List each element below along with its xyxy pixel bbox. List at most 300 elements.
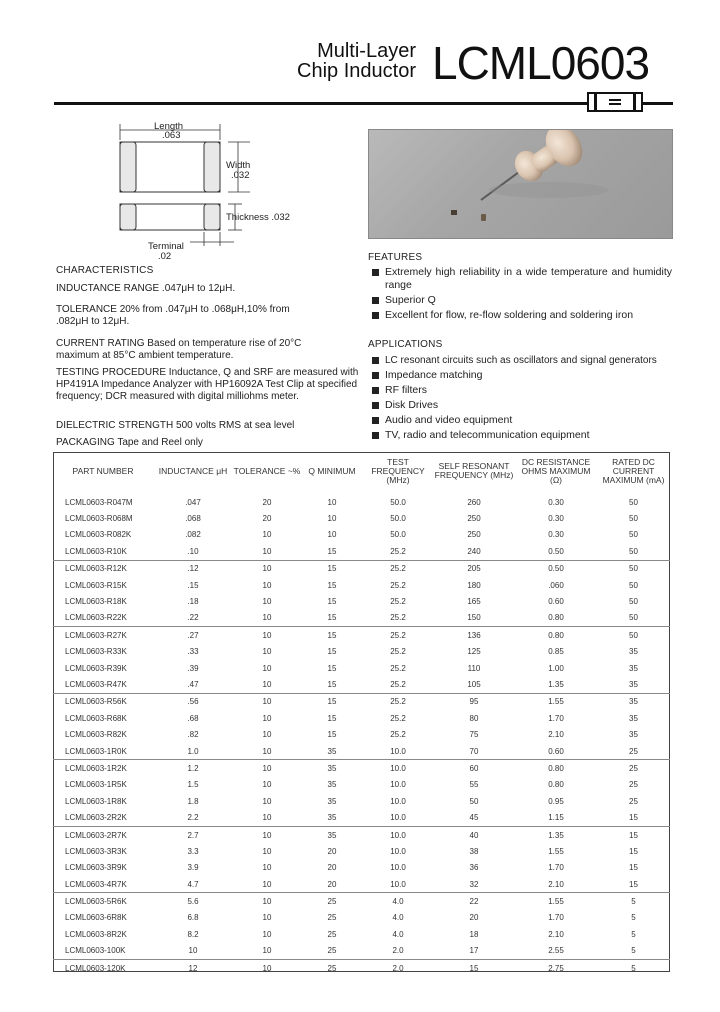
cell-test-frequency: 25.2 <box>390 613 406 623</box>
cell-tolerance: 10 <box>262 780 272 790</box>
cell-rated-current: 35 <box>629 713 638 723</box>
table-row <box>53 593 670 609</box>
cell-test-frequency: 10.0 <box>390 863 406 873</box>
cell-rated-current: 15 <box>629 879 638 889</box>
cell-tolerance: 10 <box>233 959 301 976</box>
cell-part-number: LCML0603-R12K <box>53 560 153 577</box>
cell-dc-resistance: 0.50 <box>515 560 597 577</box>
cell-test-frequency: 25.2 <box>390 546 406 556</box>
cell-dc-resistance: 1.70 <box>548 863 564 873</box>
cell-test-frequency: 25.2 <box>363 560 433 577</box>
cell-dc-resistance: 1.70 <box>548 713 564 723</box>
cell-part-number: LCML0603-R18K <box>65 597 127 607</box>
subtitle-line2: Chip Inductor <box>297 60 416 82</box>
cell-test-frequency: 10.0 <box>390 879 406 889</box>
cell-q-minimum: 15 <box>327 546 337 556</box>
cell-q-minimum: 35 <box>327 780 337 790</box>
cell-q-minimum: 35 <box>327 796 337 806</box>
cell-dc-resistance: 2.10 <box>548 730 564 740</box>
cell-test-frequency: 25.2 <box>390 730 406 740</box>
application-text: TV, radio and telecommunication equipment <box>385 429 590 441</box>
table-row <box>53 710 670 726</box>
length-value: .063 <box>162 130 181 141</box>
cell-tolerance: 10 <box>262 663 272 673</box>
cell-inductance: .10 <box>187 546 199 556</box>
cell-dc-resistance: 1.55 <box>515 893 597 910</box>
cell-self-resonant-frequency: 75 <box>469 730 479 740</box>
application-item <box>372 429 682 444</box>
cell-test-frequency: 50.0 <box>390 514 406 524</box>
cell-test-frequency: 25.2 <box>363 693 433 710</box>
cell-inductance: .12 <box>153 560 233 577</box>
cell-part-number: LCML0603-R39K <box>65 663 127 673</box>
cell-part-number: LCML0603-R082K <box>65 530 132 540</box>
cell-dc-resistance: 1.35 <box>515 826 597 843</box>
cell-part-number: LCML0603-1R2K <box>53 760 153 777</box>
col-header-self-resonant-frequency: SELF RESONANT FREQUENCY (MHz) <box>434 461 514 480</box>
col-header-inductance: INDUCTANCE μH <box>158 465 228 476</box>
cell-rated-current: 25 <box>629 746 638 756</box>
cell-inductance: .15 <box>187 580 199 590</box>
table-row <box>53 543 670 560</box>
cell-dc-resistance: 0.50 <box>548 546 564 556</box>
cell-self-resonant-frequency: 38 <box>469 846 479 856</box>
cell-dc-resistance: 1.35 <box>548 679 564 689</box>
cell-test-frequency: 25.2 <box>390 713 406 723</box>
cell-tolerance: 10 <box>233 627 301 644</box>
cell-tolerance: 10 <box>233 893 301 910</box>
cell-self-resonant-frequency: 136 <box>433 627 515 644</box>
table-row <box>53 959 670 976</box>
cell-q-minimum: 25 <box>327 946 337 956</box>
features-list <box>372 266 672 322</box>
cell-test-frequency: 4.0 <box>392 913 404 923</box>
cell-q-minimum: 15 <box>327 613 337 623</box>
cell-inductance: .22 <box>187 613 199 623</box>
cell-dc-resistance: .060 <box>548 580 564 590</box>
cell-test-frequency: 10.0 <box>390 746 406 756</box>
cell-test-frequency: 50.0 <box>390 497 406 507</box>
cell-part-number: LCML0603-100K <box>65 946 126 956</box>
cell-part-number: LCML0603-R047M <box>65 497 133 507</box>
cell-self-resonant-frequency: 260 <box>467 497 481 507</box>
cell-self-resonant-frequency: 22 <box>433 893 515 910</box>
table-row <box>53 527 670 543</box>
cell-tolerance: 20 <box>262 497 272 507</box>
cell-self-resonant-frequency: 60 <box>433 760 515 777</box>
cell-test-frequency: 10.0 <box>390 780 406 790</box>
cell-rated-current: 25 <box>597 760 670 777</box>
cell-dc-resistance: 2.75 <box>515 959 597 976</box>
table-row <box>53 577 670 593</box>
cell-part-number: LCML0603-2R2K <box>65 813 127 823</box>
cell-inductance: 2.7 <box>153 826 233 843</box>
cell-rated-current: 50 <box>597 560 670 577</box>
table-row <box>53 726 670 742</box>
length-label: Length <box>154 121 184 132</box>
application-item <box>372 384 682 399</box>
cell-test-frequency: 10.0 <box>390 846 406 856</box>
cell-inductance: .27 <box>153 627 233 644</box>
inductor-logo-icon <box>587 92 643 112</box>
cell-self-resonant-frequency: 32 <box>469 879 479 889</box>
cell-rated-current: 25 <box>629 780 638 790</box>
cell-part-number: LCML0603-R15K <box>65 580 127 590</box>
cell-rated-current: 15 <box>597 826 670 843</box>
cell-dc-resistance: 1.55 <box>548 846 564 856</box>
cell-test-frequency: 25.2 <box>390 580 406 590</box>
cell-dc-resistance: 0.60 <box>548 597 564 607</box>
cell-dc-resistance: 2.10 <box>548 929 564 939</box>
feature-item <box>372 309 672 322</box>
cell-self-resonant-frequency: 45 <box>469 813 479 823</box>
cell-self-resonant-frequency: 50 <box>469 796 479 806</box>
cell-q-minimum: 15 <box>301 627 363 644</box>
cell-self-resonant-frequency: 40 <box>433 826 515 843</box>
cell-self-resonant-frequency: 80 <box>469 713 479 723</box>
cell-q-minimum: 20 <box>327 846 337 856</box>
cell-test-frequency: 10.0 <box>363 760 433 777</box>
cell-tolerance: 10 <box>262 546 272 556</box>
cell-inductance: .39 <box>187 663 199 673</box>
cell-tolerance: 10 <box>262 597 272 607</box>
cell-test-frequency: 10.0 <box>363 826 433 843</box>
cell-tolerance: 10 <box>262 796 272 806</box>
inductance-range-text: INDUCTANCE RANGE .047μH to 12μH. <box>56 283 236 294</box>
cell-test-frequency: 25.2 <box>363 627 433 644</box>
cell-inductance: 10 <box>188 946 198 956</box>
cell-tolerance: 10 <box>262 713 272 723</box>
thickness-label: Thickness .032 <box>226 212 290 223</box>
width-value: .032 <box>231 170 250 181</box>
cell-test-frequency: 10.0 <box>390 813 406 823</box>
cell-part-number: LCML0603-R068M <box>65 514 133 524</box>
cell-rated-current: 5 <box>631 913 636 923</box>
cell-test-frequency: 4.0 <box>363 893 433 910</box>
page-title: LCML0603 <box>432 37 650 89</box>
cell-q-minimum: 10 <box>327 530 337 540</box>
cell-dc-resistance: 1.70 <box>548 913 564 923</box>
cell-rated-current: 50 <box>597 627 670 644</box>
cell-q-minimum: 10 <box>327 497 337 507</box>
cell-test-frequency: 50.0 <box>390 530 406 540</box>
cell-self-resonant-frequency: 20 <box>469 913 479 923</box>
cell-q-minimum: 15 <box>301 693 363 710</box>
table-row <box>53 644 670 660</box>
cell-rated-current: 5 <box>597 893 670 910</box>
cell-q-minimum: 15 <box>327 580 337 590</box>
cell-rated-current: 50 <box>629 546 638 556</box>
cell-inductance: 1.5 <box>187 780 199 790</box>
cell-inductance: 1.0 <box>187 746 199 756</box>
application-item <box>372 414 682 429</box>
table-row <box>53 660 670 676</box>
cell-part-number: LCML0603-3R3K <box>65 846 127 856</box>
cell-inductance: 6.8 <box>187 913 199 923</box>
cell-self-resonant-frequency: 125 <box>467 647 481 657</box>
cell-rated-current: 35 <box>629 647 638 657</box>
dielectric-strength-text: DIELECTRIC STRENGTH 500 volts RMS at sea level <box>56 420 295 431</box>
tolerance-text: TOLERANCE 20% from .047μH to .068μH,10% from .082μH to 12μH. <box>56 304 290 327</box>
cell-inductance: 4.7 <box>187 879 199 889</box>
terminal-value: .02 <box>158 251 172 262</box>
cell-dc-resistance: 0.60 <box>548 746 564 756</box>
spec-table-body <box>53 490 670 976</box>
table-row <box>53 760 670 777</box>
table-row <box>53 560 670 577</box>
table-row <box>53 943 670 960</box>
cell-rated-current: 5 <box>631 946 636 956</box>
cell-test-frequency: 25.2 <box>390 647 406 657</box>
application-item <box>372 399 682 414</box>
cell-part-number: LCML0603-R68K <box>65 713 127 723</box>
cell-part-number: LCML0603-8R2K <box>65 929 127 939</box>
cell-self-resonant-frequency: 205 <box>433 560 515 577</box>
table-row <box>53 494 670 510</box>
col-header-tolerance: TOLERANCE ~% <box>233 465 301 476</box>
cell-rated-current: 25 <box>629 796 638 806</box>
cell-dc-resistance: 2.10 <box>548 879 564 889</box>
product-photo <box>368 129 673 239</box>
table-row <box>53 610 670 627</box>
cell-test-frequency: 25.2 <box>390 597 406 607</box>
cell-self-resonant-frequency: 36 <box>469 863 479 873</box>
testing-procedure-text: TESTING PROCEDURE Inductance, Q and SRF are measured with HP4191A Impedance Analyzer with HP16092A Test Clip at specified frequency; DCR measured with digital milliohms meter. <box>56 367 359 402</box>
cell-rated-current: 50 <box>629 580 638 590</box>
cell-q-minimum: 10 <box>327 514 337 524</box>
cell-tolerance: 10 <box>262 846 272 856</box>
cell-q-minimum: 15 <box>327 647 337 657</box>
cell-tolerance: 10 <box>233 560 301 577</box>
table-row <box>53 910 670 926</box>
cell-self-resonant-frequency: 70 <box>469 746 479 756</box>
cell-tolerance: 10 <box>262 679 272 689</box>
cell-inductance: 3.9 <box>187 863 199 873</box>
spec-table <box>53 452 670 976</box>
table-row <box>53 777 670 793</box>
cell-part-number: LCML0603-5R6K <box>53 893 153 910</box>
cell-inductance: .68 <box>187 713 199 723</box>
cell-part-number: LCML0603-1R8K <box>65 796 127 806</box>
cell-inductance: .47 <box>187 679 199 689</box>
cell-tolerance: 10 <box>233 826 301 843</box>
cell-self-resonant-frequency: 17 <box>469 946 479 956</box>
table-row <box>53 860 670 876</box>
cell-dc-resistance: 0.80 <box>515 760 597 777</box>
table-row <box>53 826 670 843</box>
table-row <box>53 743 670 760</box>
table-row <box>53 843 670 859</box>
cell-rated-current: 50 <box>629 530 638 540</box>
table-row <box>53 926 670 942</box>
cell-q-minimum: 35 <box>327 813 337 823</box>
cell-self-resonant-frequency: 15 <box>433 959 515 976</box>
cell-dc-resistance: 0.95 <box>548 796 564 806</box>
cell-test-frequency: 2.0 <box>392 946 404 956</box>
applications-list <box>372 354 682 444</box>
table-row <box>53 676 670 693</box>
cell-test-frequency: 10.0 <box>390 796 406 806</box>
cell-tolerance: 10 <box>262 813 272 823</box>
cell-q-minimum: 25 <box>301 893 363 910</box>
cell-self-resonant-frequency: 180 <box>467 580 481 590</box>
cell-part-number: LCML0603-R10K <box>65 546 127 556</box>
cell-part-number: LCML0603-4R7K <box>65 879 127 889</box>
cell-q-minimum: 35 <box>301 826 363 843</box>
cell-q-minimum: 15 <box>301 560 363 577</box>
cell-test-frequency: 4.0 <box>392 929 404 939</box>
cell-rated-current: 35 <box>629 679 638 689</box>
cell-part-number: LCML0603-R27K <box>53 627 153 644</box>
cell-dc-resistance: 0.80 <box>548 613 564 623</box>
feature-item <box>372 266 672 292</box>
header-rule-end <box>643 102 673 105</box>
cell-tolerance: 10 <box>262 929 272 939</box>
table-row <box>53 693 670 710</box>
col-header-test-frequency: TEST FREQUENCY (MHz) <box>371 456 425 485</box>
application-text: Impedance matching <box>385 369 483 381</box>
cell-self-resonant-frequency: 105 <box>467 679 481 689</box>
cell-part-number: LCML0603-1R0K <box>65 746 127 756</box>
applications-heading: APPLICATIONS <box>368 339 443 350</box>
cell-q-minimum: 25 <box>301 959 363 976</box>
cell-dc-resistance: 0.80 <box>515 627 597 644</box>
cell-inductance: 8.2 <box>187 929 199 939</box>
cell-inductance: 12 <box>153 959 233 976</box>
cell-q-minimum: 15 <box>327 597 337 607</box>
cell-self-resonant-frequency: 250 <box>467 530 481 540</box>
cell-self-resonant-frequency: 95 <box>433 693 515 710</box>
cell-q-minimum: 15 <box>327 713 337 723</box>
table-header-row <box>53 452 670 490</box>
cell-rated-current: 5 <box>597 959 670 976</box>
cell-dc-resistance: 1.15 <box>548 813 564 823</box>
table-row <box>53 793 670 809</box>
cell-self-resonant-frequency: 240 <box>467 546 481 556</box>
cell-part-number: LCML0603-2R7K <box>53 826 153 843</box>
cell-inductance: 3.3 <box>187 846 199 856</box>
cell-tolerance: 10 <box>262 746 272 756</box>
cell-tolerance: 10 <box>262 730 272 740</box>
cell-inductance: .082 <box>185 530 201 540</box>
cell-q-minimum: 35 <box>301 760 363 777</box>
subtitle-line1: Multi-Layer <box>317 40 416 62</box>
current-rating-text: CURRENT RATING Based on temperature rise of 20°C maximum at 85°C ambient temperature. <box>56 338 302 361</box>
cell-dc-resistance: 0.30 <box>548 514 564 524</box>
table-row <box>53 893 670 910</box>
cell-rated-current: 50 <box>629 514 638 524</box>
cell-self-resonant-frequency: 55 <box>469 780 479 790</box>
cell-rated-current: 50 <box>629 613 638 623</box>
cell-q-minimum: 25 <box>327 929 337 939</box>
cell-tolerance: 10 <box>262 879 272 889</box>
characteristics-heading: CHARACTERISTICS <box>56 265 154 276</box>
cell-rated-current: 5 <box>631 929 636 939</box>
cell-part-number: LCML0603-R22K <box>65 613 127 623</box>
header-rule <box>54 102 587 105</box>
col-header-part-number: PART NUMBER <box>72 465 134 476</box>
feature-text: Extremely high reliability in a wide temperature and humidity range <box>385 266 672 291</box>
cell-self-resonant-frequency: 250 <box>467 514 481 524</box>
terminal-label: Terminal <box>148 241 184 252</box>
cell-part-number: LCML0603-6R8K <box>65 913 127 923</box>
col-header-q-minimum: Q MINIMUM <box>308 465 356 476</box>
cell-part-number: LCML0603-3R9K <box>65 863 127 873</box>
cell-self-resonant-frequency: 150 <box>467 613 481 623</box>
cell-q-minimum: 15 <box>327 663 337 673</box>
application-text: Disk Drives <box>385 399 439 411</box>
cell-rated-current: 35 <box>597 693 670 710</box>
cell-inductance: .33 <box>187 647 199 657</box>
cell-tolerance: 20 <box>262 514 272 524</box>
cell-dc-resistance: 0.80 <box>548 780 564 790</box>
cell-tolerance: 10 <box>262 580 272 590</box>
cell-self-resonant-frequency: 110 <box>467 663 481 673</box>
cell-test-frequency: 25.2 <box>390 663 406 673</box>
cell-part-number: LCML0603-R56K <box>53 693 153 710</box>
cell-dc-resistance: 1.55 <box>515 693 597 710</box>
feature-text: Superior Q <box>385 294 436 306</box>
cell-inductance: .56 <box>153 693 233 710</box>
cell-q-minimum: 15 <box>327 730 337 740</box>
cell-inductance: .18 <box>187 597 199 607</box>
cell-test-frequency: 2.0 <box>363 959 433 976</box>
cell-tolerance: 10 <box>262 863 272 873</box>
table-row <box>53 627 670 644</box>
cell-inductance: .82 <box>187 730 199 740</box>
cell-dc-resistance: 2.55 <box>548 946 564 956</box>
cell-q-minimum: 35 <box>327 746 337 756</box>
cell-rated-current: 15 <box>629 813 638 823</box>
cell-inductance: .047 <box>185 497 201 507</box>
cell-tolerance: 10 <box>262 913 272 923</box>
cell-tolerance: 10 <box>233 760 301 777</box>
cell-inductance: 2.2 <box>187 813 199 823</box>
cell-inductance: 5.6 <box>153 893 233 910</box>
cell-inductance: 1.8 <box>187 796 199 806</box>
push-pin-chip-image <box>369 130 672 238</box>
width-label: Width <box>226 160 251 171</box>
packaging-text: PACKAGING Tape and Reel only <box>56 437 203 448</box>
cell-tolerance: 10 <box>262 530 272 540</box>
cell-self-resonant-frequency: 165 <box>467 597 481 607</box>
application-item <box>372 354 682 369</box>
application-item <box>372 369 682 384</box>
application-text: RF filters <box>385 384 427 396</box>
cell-dc-resistance: 0.30 <box>548 497 564 507</box>
cell-dc-resistance: 0.30 <box>548 530 564 540</box>
cell-rated-current: 35 <box>629 663 638 673</box>
col-header-rated-current: RATED DC CURRENT MAXIMUM (mA) <box>602 456 665 485</box>
cell-inductance: .068 <box>185 514 201 524</box>
table-row <box>53 510 670 526</box>
cell-q-minimum: 25 <box>327 913 337 923</box>
cell-rated-current: 50 <box>629 497 638 507</box>
cell-rated-current: 50 <box>629 597 638 607</box>
cell-part-number: LCML0603-1R5K <box>65 780 127 790</box>
features-heading: FEATURES <box>368 252 423 263</box>
cell-tolerance: 10 <box>262 946 272 956</box>
cell-tolerance: 10 <box>233 693 301 710</box>
cell-part-number: LCML0603-120K <box>53 959 153 976</box>
cell-rated-current: 15 <box>629 863 638 873</box>
cell-dc-resistance: 0.85 <box>548 647 564 657</box>
table-row <box>53 809 670 826</box>
feature-item <box>372 294 672 307</box>
cell-rated-current: 15 <box>629 846 638 856</box>
cell-part-number: LCML0603-R33K <box>65 647 127 657</box>
feature-text: Excellent for flow, re-flow soldering and soldering iron <box>385 309 634 321</box>
